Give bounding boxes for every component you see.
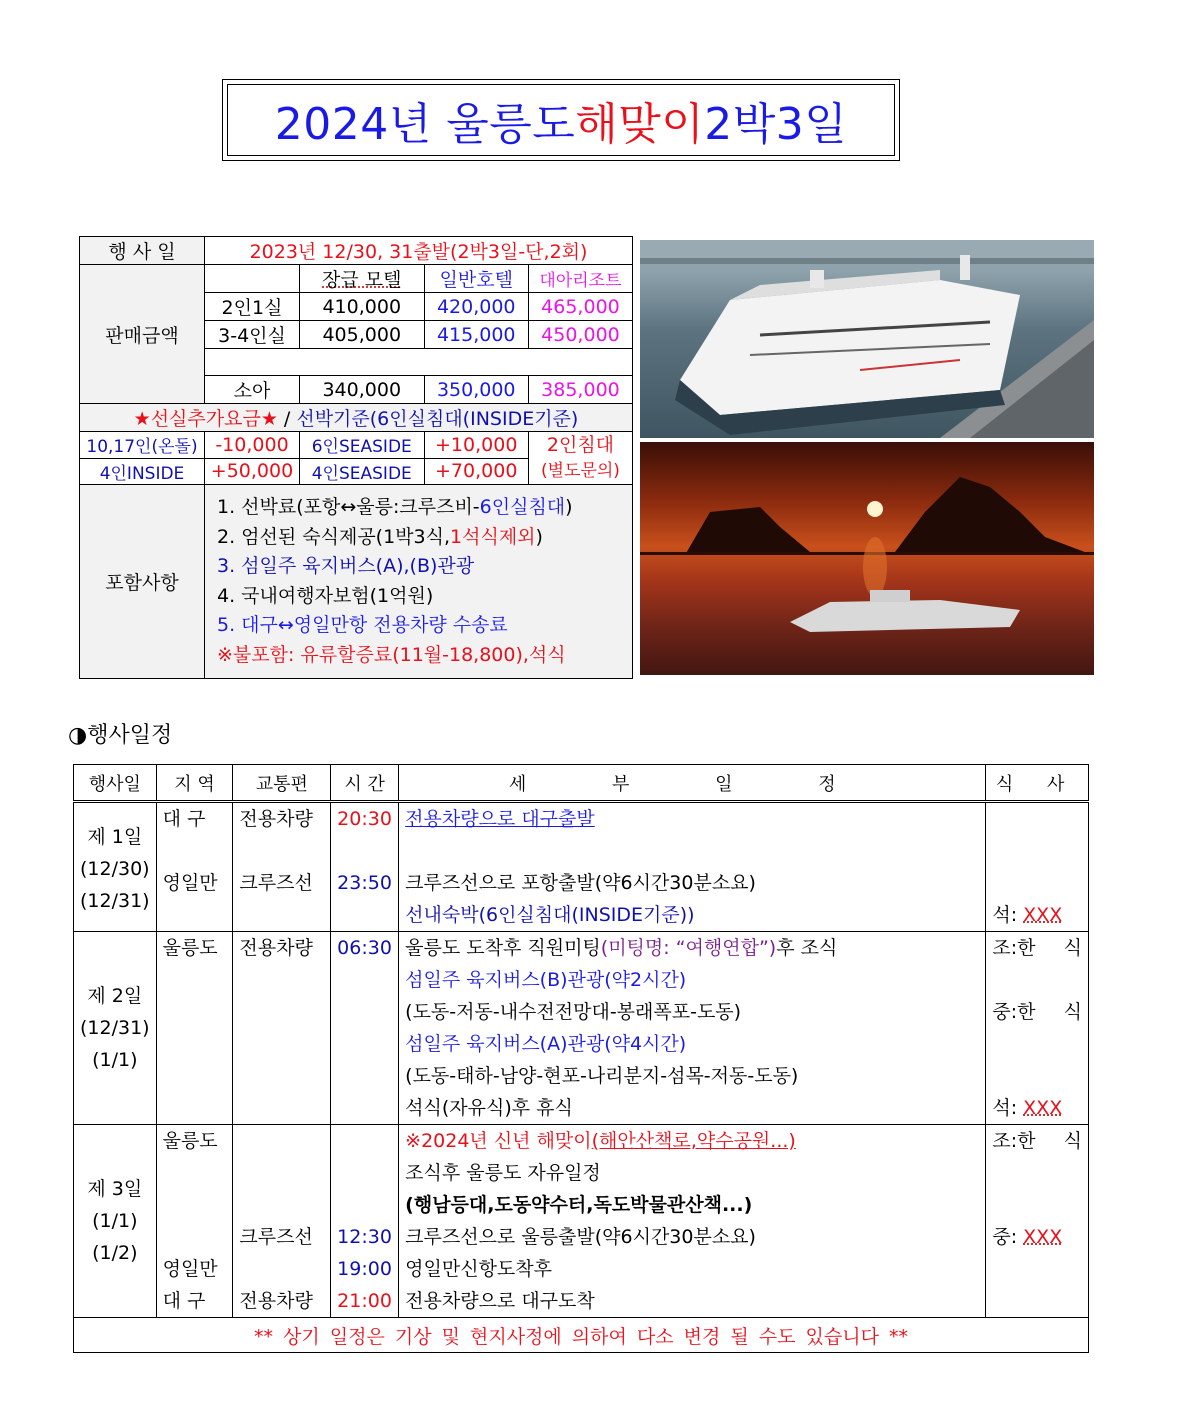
title-part1: 2024년 울릉도 (274, 99, 576, 150)
col-header-hotel: 일반호텔 (424, 265, 528, 293)
empty-row (205, 349, 633, 376)
header-region: 지 역 (156, 765, 233, 802)
cabin-price: -10,000 (205, 432, 300, 459)
price-hotel: 420,000 (424, 293, 528, 321)
title-part3: 2박3일 (704, 99, 848, 150)
cabin-header: ★선실추가요금★ / 선박기준(6인실침대(INSIDE기준) (80, 404, 633, 432)
schedule-row-day3 (74, 1125, 1089, 1318)
row-label: 3-4인실 (205, 321, 300, 349)
row-label: 2인1실 (205, 293, 300, 321)
include-list (205, 485, 633, 679)
include-item: 1. 선박료(포항↔울릉:크루즈비-6인실침대) (217, 496, 573, 518)
day-cell: 제 3일 (1/1) (1/2) (74, 1125, 157, 1318)
time-cell: 20:30 23:50 (331, 802, 399, 932)
day-cell: 제 2일 (12/31) (1/1) (74, 932, 157, 1125)
header-detail: 세 부 일 정 (399, 765, 986, 802)
meal-cell: 조:한 식 중:한 식 석: XXX (986, 932, 1089, 1125)
header-meal: 식 사 (986, 765, 1089, 802)
price-resort: 465,000 (528, 293, 632, 321)
detail-cell: ※2024년 신년 해맞이(해안산책로,약수공원...) 조식후 울릉도 자유일정 (행남등대,도동약수터,독도박물관산책...) 크루즈선으로 울릉출발(약6시간30분소요) 영일만신항도착후 전용차량으로 대구도착 (399, 1125, 986, 1318)
price-resort: 385,000 (528, 376, 632, 404)
detail-cell: 전용차량으로 대구출발 크루즈선으로 포항출발(약6시간30분소요) 선내숙박(6인실침대(INSIDE기준)) (399, 802, 986, 932)
price-hotel: 350,000 (424, 376, 528, 404)
two-bed-cell: 2인침대 (별도문의) (528, 432, 632, 485)
col-header-resort: 대아리조트 (528, 265, 632, 293)
ferry-photo (640, 240, 1094, 438)
region-cell: 울릉도 (156, 932, 233, 1125)
include-item: 2. 엄선된 숙식제공(1박3식,1석식제외) (217, 525, 543, 548)
cabin-price: +70,000 (424, 458, 528, 485)
info-table (79, 236, 633, 679)
region-cell: 대 구 영일만 (156, 802, 233, 932)
cabin-price: +10,000 (424, 432, 528, 459)
schedule-heading: ◑행사일정 (68, 723, 173, 748)
time-cell: 12:30 19:00 21:00 (331, 1125, 399, 1318)
cabin-type: 4인SEASIDE (300, 458, 425, 485)
date-label: 행 사 일 (80, 237, 205, 265)
include-item: 4. 국내여행자보험(1억원) (217, 584, 434, 607)
meal-cell: 석: XXX (986, 802, 1089, 932)
col-header-motel: 장급 모텔 (300, 265, 425, 293)
date-value: 2023년 12/30, 31출발(2박3일-단,2회) (205, 237, 633, 265)
title-part2: 해맞이 (575, 99, 705, 150)
price-label: 판매금액 (80, 265, 205, 404)
meal-cell: 조:한 식 중: XXX (986, 1125, 1089, 1318)
day-cell: 제 1일 (12/30) (12/31) (74, 802, 157, 932)
time-cell: 06:30 (331, 932, 399, 1125)
title-box (222, 79, 900, 161)
region-cell: 울릉도 영일만 대 구 (156, 1125, 233, 1318)
price-motel: 410,000 (300, 293, 425, 321)
header-time: 시 간 (331, 765, 399, 802)
schedule-table (73, 764, 1089, 1353)
price-motel: 340,000 (300, 376, 425, 404)
schedule-row-day1 (74, 802, 1089, 932)
include-item: 3. 섬일주 육지버스(A),(B)관광 (217, 555, 475, 577)
detail-cell: 울릉도 도착후 직원미팅(미팅명: “여행연합”)후 조식 섬일주 육지버스(B)관광(약2시간) (도동-저동-내수전전망대-봉래폭포-도동) 섬일주 육지버스(A)관광(약4시간) (도동-태하-남양-현포-나리분지-섬목-저동-도동) 석식(자유식)후 휴식 (399, 932, 986, 1125)
page-title (227, 84, 895, 156)
empty-cell (205, 265, 300, 293)
schedule-row-day2 (74, 932, 1089, 1125)
price-resort: 450,000 (528, 321, 632, 349)
row-label: 소아 (205, 376, 300, 404)
include-item: 5. 대구↔영일만항 전용차량 수송료 (217, 614, 508, 636)
transport-cell: 크루즈선 전용차량 (233, 1125, 331, 1318)
sunset-photo (640, 442, 1094, 675)
transport-cell: 전용차량 크루즈선 (233, 802, 331, 932)
cabin-type: 10,17인(온돌) (80, 432, 205, 459)
header-day: 행사일 (74, 765, 157, 802)
transport-cell: 전용차량 (233, 932, 331, 1125)
header-transport: 교통편 (233, 765, 331, 802)
footer-notice: ** 상기 일정은 기상 및 현지사정에 의하여 다소 변경 될 수도 있습니다 ** (74, 1318, 1089, 1353)
include-item: ※불포함: 유류할증료(11월-18,800),석식 (217, 643, 566, 666)
cabin-price: +50,000 (205, 458, 300, 485)
price-motel: 405,000 (300, 321, 425, 349)
cabin-type: 6인SEASIDE (300, 432, 425, 459)
price-hotel: 415,000 (424, 321, 528, 349)
include-label: 포함사항 (80, 485, 205, 679)
cabin-type: 4인INSIDE (80, 458, 205, 485)
